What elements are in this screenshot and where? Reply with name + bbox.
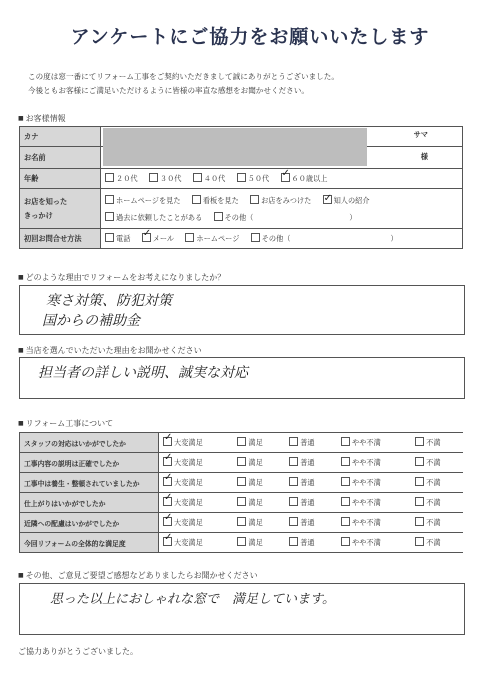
checkbox[interactable] xyxy=(237,457,246,466)
rating-option[interactable] xyxy=(159,453,234,473)
checkbox[interactable] xyxy=(237,477,246,486)
rating-option[interactable] xyxy=(285,433,337,453)
rating-option[interactable] xyxy=(233,433,285,453)
rating-option-label: 不満 xyxy=(426,538,441,547)
checkbox-checked[interactable] xyxy=(142,233,151,242)
rating-option-label: 満足 xyxy=(248,518,263,527)
checkbox[interactable] xyxy=(341,517,350,526)
rating-option-label: 大変満足 xyxy=(174,538,203,547)
checkbox[interactable] xyxy=(237,517,246,526)
intro-text xyxy=(28,70,339,98)
rating-option[interactable] xyxy=(159,433,234,453)
rating-option[interactable] xyxy=(285,493,337,513)
checkbox[interactable] xyxy=(289,497,298,506)
rating-row xyxy=(20,533,464,553)
checkbox[interactable] xyxy=(251,233,260,242)
age-opt-3[interactable]: ５０代 xyxy=(237,174,270,183)
sama-name: 様 xyxy=(420,152,428,161)
rating-option[interactable] xyxy=(337,513,411,533)
checkbox-checked[interactable] xyxy=(281,173,290,182)
checkbox-checked[interactable] xyxy=(163,497,172,506)
checkbox-checked[interactable] xyxy=(163,437,172,446)
checkbox[interactable] xyxy=(214,212,223,221)
rating-option-label: 普通 xyxy=(300,498,315,507)
footer-thanks: ご協力ありがとうございました。 xyxy=(18,647,138,656)
checkbox[interactable] xyxy=(105,195,114,204)
rating-option[interactable] xyxy=(159,533,234,553)
trigger-opt-5[interactable]: その他（ ） xyxy=(214,213,357,222)
checkbox[interactable] xyxy=(105,233,114,242)
contact-label: 初回お問合せ方法 xyxy=(20,229,101,249)
rating-option-label: 普通 xyxy=(300,438,315,447)
contact-options xyxy=(101,229,463,249)
rating-option-label: やや不満 xyxy=(352,498,381,507)
rating-option-label: 大変満足 xyxy=(174,518,203,527)
intro-line-1: この度は窓一番にてリフォーム工事をご契約いただきまして誠にありがとうございました。 xyxy=(28,72,339,81)
q1-answer-box[interactable] xyxy=(19,285,465,335)
rating-option-label: 満足 xyxy=(248,458,263,467)
contact-opt-0[interactable]: 電話 xyxy=(105,234,130,243)
rating-option[interactable] xyxy=(233,493,285,513)
rating-option[interactable] xyxy=(159,473,234,493)
rating-option[interactable] xyxy=(233,473,285,493)
rating-option[interactable] xyxy=(233,513,285,533)
rating-row xyxy=(20,473,464,493)
checkbox[interactable] xyxy=(341,537,350,546)
rating-option-label: 普通 xyxy=(300,518,315,527)
checkbox[interactable] xyxy=(237,497,246,506)
rating-option[interactable] xyxy=(159,493,234,513)
rating-option[interactable] xyxy=(285,473,337,493)
rating-option[interactable] xyxy=(411,433,463,453)
page-title: アンケートにご協力をお願いいたします xyxy=(70,26,430,48)
rating-option[interactable] xyxy=(285,513,337,533)
trigger-label: お店を知った きっかけ xyxy=(20,189,101,229)
q2-answer-box[interactable] xyxy=(19,357,465,399)
rating-question: スタッフの対応はいかがでしたか xyxy=(20,433,159,453)
q2-heading: ■ 当店を選んでいただいた理由をお聞かせください xyxy=(18,345,202,356)
checkbox-checked[interactable] xyxy=(163,537,172,546)
contact-opt-2[interactable]: ホームページ xyxy=(185,234,239,243)
rating-option-label: 大変満足 xyxy=(174,498,203,507)
rating-option-label: 普通 xyxy=(300,538,315,547)
rating-option[interactable] xyxy=(411,493,463,513)
trigger-options xyxy=(101,189,463,229)
checkbox[interactable] xyxy=(415,537,424,546)
checkbox[interactable] xyxy=(341,477,350,486)
rating-option-label: 普通 xyxy=(300,458,315,467)
rating-option[interactable] xyxy=(233,453,285,473)
rating-row xyxy=(20,433,464,453)
trigger-opt-4[interactable]: 過去に依頼したことがある xyxy=(105,213,202,222)
rating-option-label: 普通 xyxy=(300,478,315,487)
redacted-name-block xyxy=(103,128,367,166)
q4-answer-box[interactable] xyxy=(19,583,465,635)
rating-question: 工事中は養生・整頓されていましたか xyxy=(20,473,159,493)
kana-label: カナ xyxy=(20,127,101,147)
checkbox[interactable] xyxy=(149,173,158,182)
checkbox[interactable] xyxy=(185,233,194,242)
checkbox[interactable] xyxy=(105,173,114,182)
age-opt-1[interactable]: ３０代 xyxy=(149,174,182,183)
trigger-opt-2[interactable]: お店をみつけた xyxy=(250,196,311,205)
age-opt-2[interactable]: ４０代 xyxy=(193,174,226,183)
checkbox[interactable] xyxy=(192,195,201,204)
checkbox[interactable] xyxy=(237,437,246,446)
rating-option-label: やや不満 xyxy=(352,518,381,527)
age-options xyxy=(101,169,463,189)
checkbox[interactable] xyxy=(415,517,424,526)
checkbox[interactable] xyxy=(341,497,350,506)
contact-opt-1[interactable]: ✓ メール xyxy=(142,234,174,243)
rating-option[interactable] xyxy=(411,453,463,473)
checkbox-checked[interactable] xyxy=(323,195,332,204)
rating-row xyxy=(20,493,464,513)
rating-question: 工事内容の説明は正確でしたか xyxy=(20,453,159,473)
q1-answer-line-1: 寒さ対策、防犯対策 xyxy=(46,293,172,309)
checkbox[interactable] xyxy=(415,497,424,506)
checkbox[interactable] xyxy=(193,173,202,182)
rating-option[interactable] xyxy=(411,473,463,493)
q4-answer: 思った以上におしゃれな窓で 満足しています。 xyxy=(50,592,335,607)
checkbox-checked[interactable] xyxy=(163,517,172,526)
rating-option-label: 大変満足 xyxy=(174,438,203,447)
age-opt-4[interactable]: ✓ ６０歳以上 xyxy=(281,174,328,183)
checkbox[interactable] xyxy=(289,537,298,546)
rating-option[interactable] xyxy=(337,433,411,453)
rating-option[interactable] xyxy=(411,513,463,533)
checkbox[interactable] xyxy=(289,457,298,466)
rating-option[interactable] xyxy=(285,533,337,553)
rating-option-label: 大変満足 xyxy=(174,478,203,487)
checkbox[interactable] xyxy=(105,212,114,221)
rating-question: 今回リフォームの全体的な満足度 xyxy=(20,533,159,553)
rating-option[interactable] xyxy=(337,493,411,513)
rating-option-label: 大変満足 xyxy=(174,458,203,467)
rating-table xyxy=(19,432,463,553)
q4-heading: ■ その他、ご意見ご要望ご感想などありましたらお聞かせください xyxy=(18,570,258,581)
rating-row xyxy=(20,453,464,473)
checkbox[interactable] xyxy=(289,517,298,526)
name-label: お名前 xyxy=(20,147,101,169)
checkbox[interactable] xyxy=(289,477,298,486)
rating-option-label: 不満 xyxy=(426,498,441,507)
rating-option-label: やや不満 xyxy=(352,458,381,467)
age-opt-0[interactable]: ２０代 xyxy=(105,174,138,183)
checkbox[interactable] xyxy=(250,195,259,204)
trigger-opt-1[interactable]: 看板を見た xyxy=(192,196,239,205)
rating-option-label: 満足 xyxy=(248,498,263,507)
q2-answer: 担当者の詳しい説明、誠実な対応 xyxy=(38,365,248,381)
rating-option-label: やや不満 xyxy=(352,538,381,547)
rating-option-label: やや不満 xyxy=(352,478,381,487)
rating-option-label: 不満 xyxy=(426,518,441,527)
contact-opt-3[interactable]: その他（ ） xyxy=(251,234,398,243)
rating-option-label: 不満 xyxy=(426,438,441,447)
rating-option[interactable] xyxy=(337,473,411,493)
checkbox[interactable] xyxy=(415,477,424,486)
rating-row xyxy=(20,513,464,533)
rating-option-label: 不満 xyxy=(426,458,441,467)
rating-question: 近隣への配慮はいかがでしたか xyxy=(20,513,159,533)
checkbox[interactable] xyxy=(289,437,298,446)
q1-answer-line-2: 国からの補助金 xyxy=(42,313,140,329)
customer-section-heading: ■ お客様情報 xyxy=(18,113,66,124)
sama-kana: サマ xyxy=(413,130,428,139)
checkbox[interactable] xyxy=(415,437,424,446)
age-label: 年齢 xyxy=(20,169,101,189)
checkbox[interactable] xyxy=(341,437,350,446)
checkbox[interactable] xyxy=(341,457,350,466)
checkbox[interactable] xyxy=(237,173,246,182)
rating-option[interactable] xyxy=(337,533,411,553)
checkbox-checked[interactable] xyxy=(163,457,172,466)
rating-option-label: 満足 xyxy=(248,538,263,547)
trigger-opt-0[interactable]: ホームページを見た xyxy=(105,196,181,205)
checkbox[interactable] xyxy=(237,537,246,546)
rating-option[interactable] xyxy=(159,513,234,533)
rating-option[interactable] xyxy=(285,453,337,473)
rating-option[interactable] xyxy=(233,533,285,553)
rating-option-label: やや不満 xyxy=(352,438,381,447)
rating-option-label: 満足 xyxy=(248,438,263,447)
rating-question: 仕上がりはいかがでしたか xyxy=(20,493,159,513)
intro-line-2: 今後ともお客様にご満足いただけるように皆様の率直な感想をお聞かせください。 xyxy=(28,86,309,95)
q1-heading: ■ どのような理由でリフォームをお考えになりましたか？ xyxy=(18,272,225,283)
checkbox-checked[interactable] xyxy=(163,477,172,486)
checkbox[interactable] xyxy=(415,457,424,466)
rating-option[interactable] xyxy=(411,533,463,553)
rating-option-label: 不満 xyxy=(426,478,441,487)
rating-option-label: 満足 xyxy=(248,478,263,487)
q3-heading: ■ リフォーム工事について xyxy=(18,418,113,429)
rating-option[interactable] xyxy=(337,453,411,473)
trigger-opt-3[interactable]: ✓ 知人の紹介 xyxy=(323,196,370,205)
